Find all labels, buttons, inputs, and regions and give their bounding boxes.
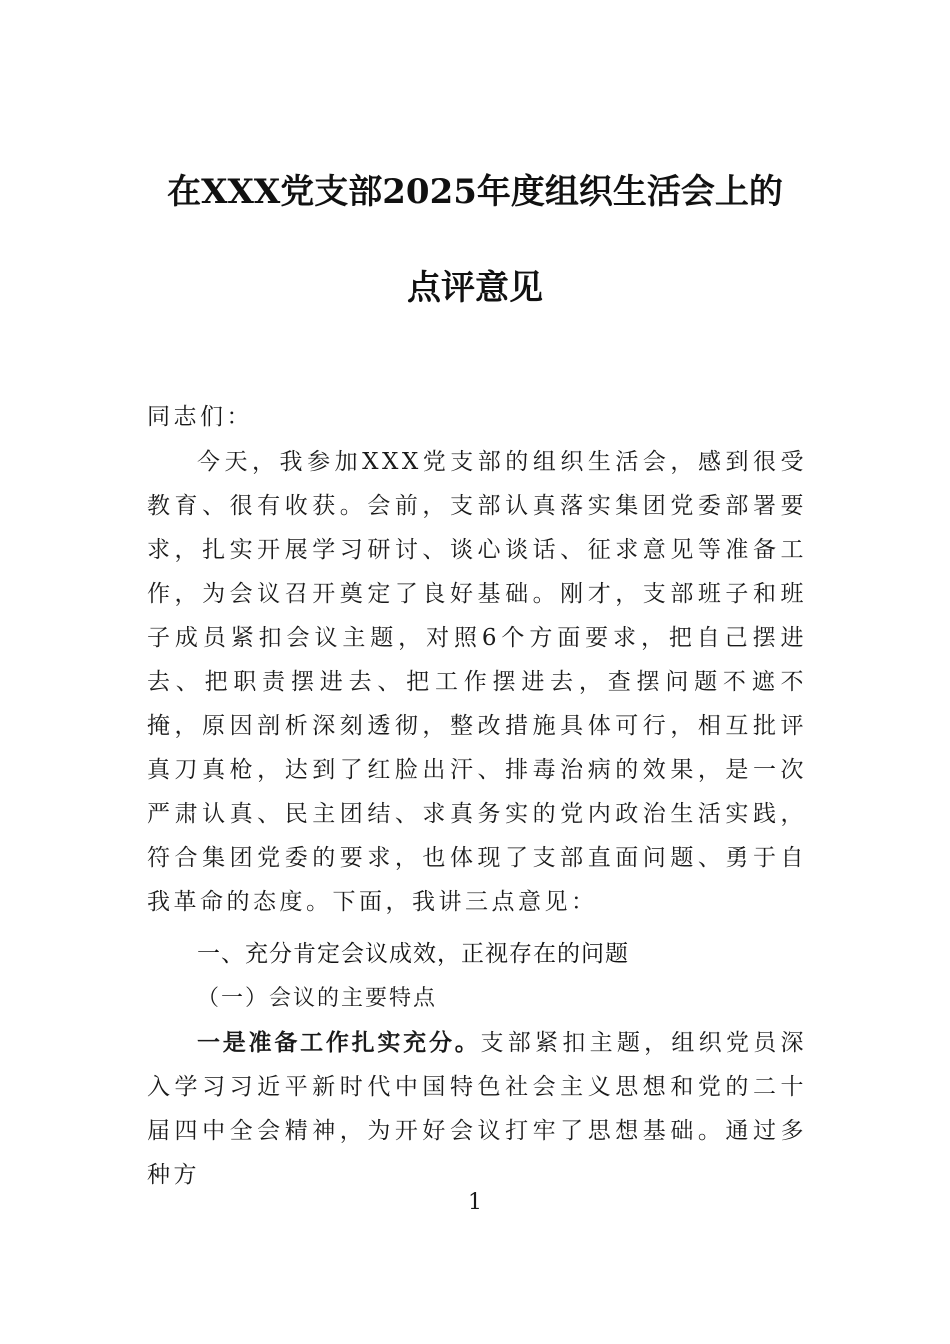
salutation: 同志们： — [147, 404, 253, 430]
paragraph-intro: 今天，我参加XXX党支部的组织生活会，感到很受教育、很有收获。会前，支部认真落实集团党委部署要求，扎实开展学习研讨、谈心谈话、征求意见等准备工作，为会议召开奠定了良好基础。刚才，支部班子和班子成员紧扣会议主题，对照6个方面要求，把自己摆进去、把职责摆进去、把工作摆进去，查摆问题不遮不掩，原因剖析深刻透彻，整改措施具体可行，相互批评真刀真枪，达到了红脸出汗、排毒治病的效果，是一次严肃认真、民主团结、求真务实的党内政治生活实践，符合集团党委的要求，也体现了支部直面问题、勇于自我革命的态度。下面，我讲三点意见： — [147, 449, 807, 915]
paragraph-body: 支部紧扣主题，组织党员深入学习习近平新时代中国特色社会主义思想和党的二十届四中全会精神，为开好会议打牢了思想基础。通过多种方 — [147, 1030, 808, 1188]
paragraph-preparation — [147, 1021, 807, 1197]
paragraph-lead-bold: 一是准备工作扎实充分。 — [197, 1030, 481, 1056]
section-heading-1: 一、充分肯定会议成效，正视存在的问题 — [197, 941, 629, 967]
document-title-line-1: 在XXX党支部2025年度组织生活会上的 — [167, 172, 783, 212]
document-title-line-2: 点评意见 — [407, 268, 543, 308]
page-number: 1 — [468, 1190, 482, 1215]
subsection-heading-1: （一）会议的主要特点 — [197, 986, 438, 1011]
